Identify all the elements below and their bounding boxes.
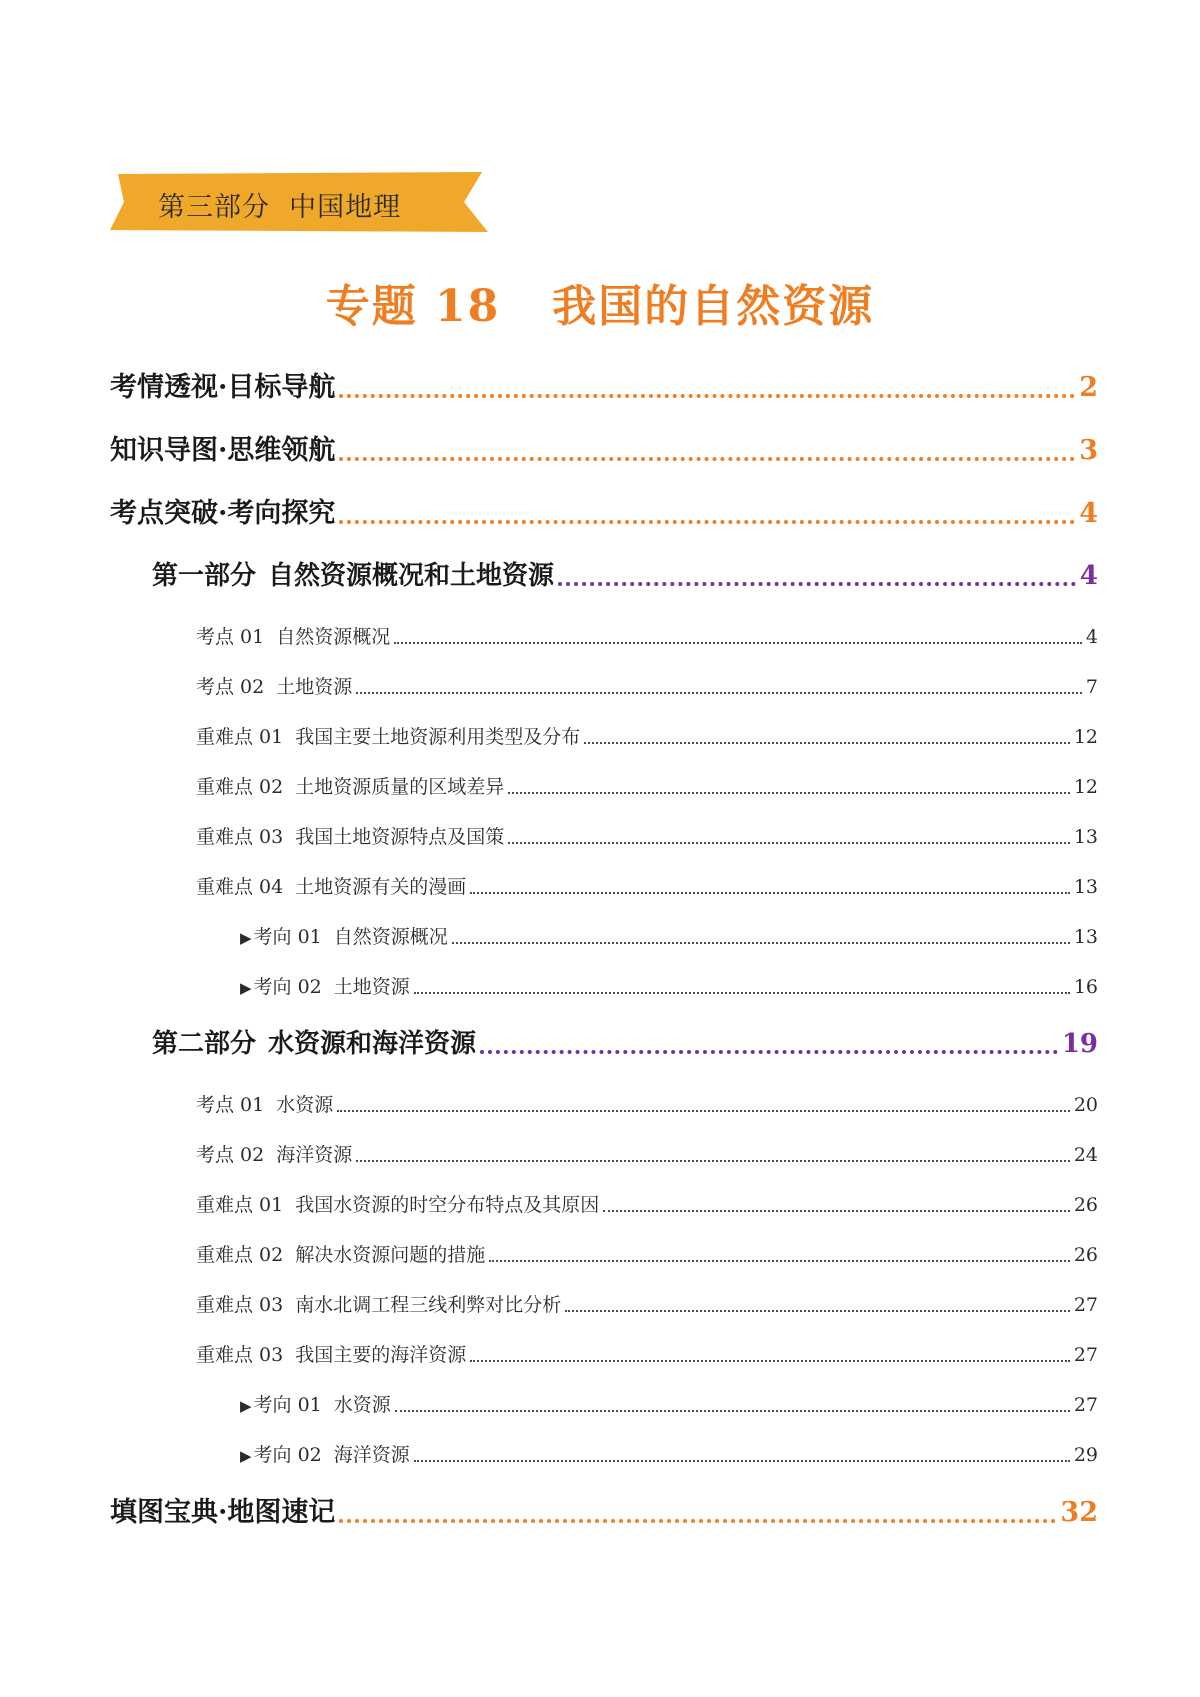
dot-leader	[339, 394, 1075, 398]
toc-index: 考向 01	[253, 1394, 322, 1416]
dot-leader	[584, 742, 1070, 744]
dot-leader	[414, 1460, 1070, 1462]
banner-subject: 中国地理	[289, 192, 402, 223]
dot-leader	[603, 1210, 1070, 1212]
toc-page: 32	[1060, 1497, 1098, 1528]
part-banner	[110, 172, 490, 234]
toc-page: 26	[1073, 1194, 1098, 1216]
toc-label: 我国主要的海洋资源	[295, 1344, 467, 1366]
toc-direction[interactable]	[240, 922, 1098, 949]
toc-label: 南水北调工程三线利弊对比分析	[295, 1294, 562, 1316]
toc-page: 27	[1073, 1294, 1098, 1316]
page-title	[0, 270, 1200, 334]
dot-leader	[339, 457, 1075, 461]
toc-index: 重难点 03	[196, 1294, 284, 1316]
toc-index: 考向 02	[253, 1444, 322, 1466]
toc-page: 13	[1073, 926, 1098, 948]
toc-item[interactable]	[196, 772, 1098, 799]
toc-label: 自然资源概况和土地资源	[268, 561, 555, 591]
dot-leader	[414, 992, 1070, 994]
toc-label: 水资源和海洋资源	[268, 1029, 477, 1059]
toc-page: 29	[1073, 1444, 1098, 1466]
toc-entry-s2[interactable]	[110, 428, 1098, 467]
toc-page: 27	[1073, 1344, 1098, 1366]
dot-leader	[508, 792, 1070, 794]
dot-leader	[339, 1519, 1056, 1523]
toc-label: 海洋资源	[333, 1444, 410, 1466]
toc-label: 土地资源	[333, 976, 410, 998]
dot-leader	[339, 520, 1075, 524]
toc-index: 重难点 02	[196, 776, 284, 798]
toc-label: 土地资源有关的漫画	[295, 876, 467, 898]
toc-part-1[interactable]	[152, 555, 1098, 592]
toc-label: 自然资源概况	[333, 926, 448, 948]
toc-index: 考点 02	[196, 1144, 265, 1166]
toc-label: 自然资源概况	[276, 626, 391, 648]
toc-index: 重难点 01	[196, 726, 284, 748]
title-name: 我国的自然资源	[552, 281, 875, 332]
toc-item[interactable]	[196, 622, 1098, 649]
toc-direction[interactable]	[240, 972, 1098, 999]
toc-index: 重难点 01	[196, 1194, 284, 1216]
toc-label: 我国水资源的时空分布特点及其原因	[295, 1194, 600, 1216]
toc-item[interactable]	[196, 1190, 1098, 1217]
toc-page: 24	[1073, 1144, 1098, 1166]
toc-page: 4	[1079, 498, 1098, 529]
toc-page: 26	[1073, 1244, 1098, 1266]
dot-leader	[337, 1110, 1070, 1112]
toc-index: 考点 01	[196, 1094, 265, 1116]
toc-label: 填图宝典·地图速记	[110, 1497, 336, 1528]
triangle-right-icon: ▶	[240, 979, 252, 997]
toc-item[interactable]	[196, 672, 1098, 699]
toc-direction[interactable]	[240, 1390, 1098, 1417]
toc-item[interactable]	[196, 1290, 1098, 1317]
toc-entry-s3[interactable]	[110, 491, 1098, 530]
dot-leader	[394, 642, 1082, 644]
toc-label: 考情透视·目标导航	[110, 372, 336, 403]
toc-label: 我国土地资源特点及国策	[295, 826, 505, 848]
toc-index: 第一部分	[152, 561, 257, 591]
toc-index: 考点 02	[196, 676, 265, 698]
dot-leader	[508, 842, 1070, 844]
toc-page: 2	[1079, 372, 1098, 403]
toc-index: 第二部分	[152, 1029, 257, 1059]
toc-index: 考向 02	[253, 976, 322, 998]
toc-label: 我国主要土地资源利用类型及分布	[295, 726, 581, 748]
triangle-right-icon: ▶	[240, 1397, 252, 1415]
triangle-right-icon: ▶	[240, 929, 252, 947]
toc-label: 水资源	[276, 1094, 334, 1116]
toc-item[interactable]	[196, 1140, 1098, 1167]
toc-index: 考点 01	[196, 626, 265, 648]
toc-page: 3	[1079, 435, 1098, 466]
toc-item[interactable]	[196, 1090, 1098, 1117]
toc-item[interactable]	[196, 1240, 1098, 1267]
toc-page: 13	[1073, 826, 1098, 848]
dot-leader	[470, 1360, 1070, 1362]
toc-label: 土地资源	[276, 676, 353, 698]
toc-page: 4	[1085, 626, 1098, 648]
title-topic: 专题 18	[325, 281, 501, 332]
toc-label: 水资源	[333, 1394, 391, 1416]
dot-leader	[356, 1160, 1070, 1162]
dot-leader	[489, 1260, 1070, 1262]
toc-entry-s4[interactable]	[110, 1490, 1098, 1529]
toc-label: 解决水资源问题的措施	[295, 1244, 486, 1266]
dot-leader	[565, 1310, 1070, 1312]
toc-page: 4	[1079, 561, 1098, 591]
toc-page: 20	[1073, 1094, 1098, 1116]
toc-item[interactable]	[196, 1340, 1098, 1367]
toc-page: 12	[1073, 776, 1098, 798]
dot-leader	[395, 1410, 1070, 1412]
toc-page: 13	[1073, 876, 1098, 898]
toc-index: 重难点 04	[196, 876, 284, 898]
toc-item[interactable]	[196, 722, 1098, 749]
toc-page: 19	[1061, 1029, 1098, 1059]
dot-leader	[480, 1050, 1058, 1054]
toc-label: 知识导图·思维领航	[110, 435, 336, 466]
toc-item[interactable]	[196, 872, 1098, 899]
toc-page: 7	[1085, 676, 1098, 698]
toc-page: 16	[1073, 976, 1098, 998]
toc-index: 重难点 02	[196, 1244, 284, 1266]
toc-page: 12	[1073, 726, 1098, 748]
toc-item[interactable]	[196, 822, 1098, 849]
dot-leader	[356, 692, 1082, 694]
toc-direction[interactable]	[240, 1440, 1098, 1467]
dot-leader	[452, 942, 1070, 944]
toc-label: 海洋资源	[276, 1144, 353, 1166]
dot-leader	[558, 582, 1076, 586]
toc-entry-s1[interactable]	[110, 365, 1098, 404]
toc-part-2[interactable]	[152, 1023, 1098, 1060]
toc-label: 考点突破·考向探究	[110, 498, 336, 529]
toc-index: 考向 01	[253, 926, 322, 948]
banner-part: 第三部分	[158, 192, 270, 223]
toc-page: 27	[1073, 1394, 1098, 1416]
toc-index: 重难点 03	[196, 1344, 284, 1366]
dot-leader	[470, 892, 1070, 894]
banner-text	[158, 185, 401, 224]
toc-index: 重难点 03	[196, 826, 284, 848]
triangle-right-icon: ▶	[240, 1447, 252, 1465]
toc-label: 土地资源质量的区域差异	[295, 776, 505, 798]
